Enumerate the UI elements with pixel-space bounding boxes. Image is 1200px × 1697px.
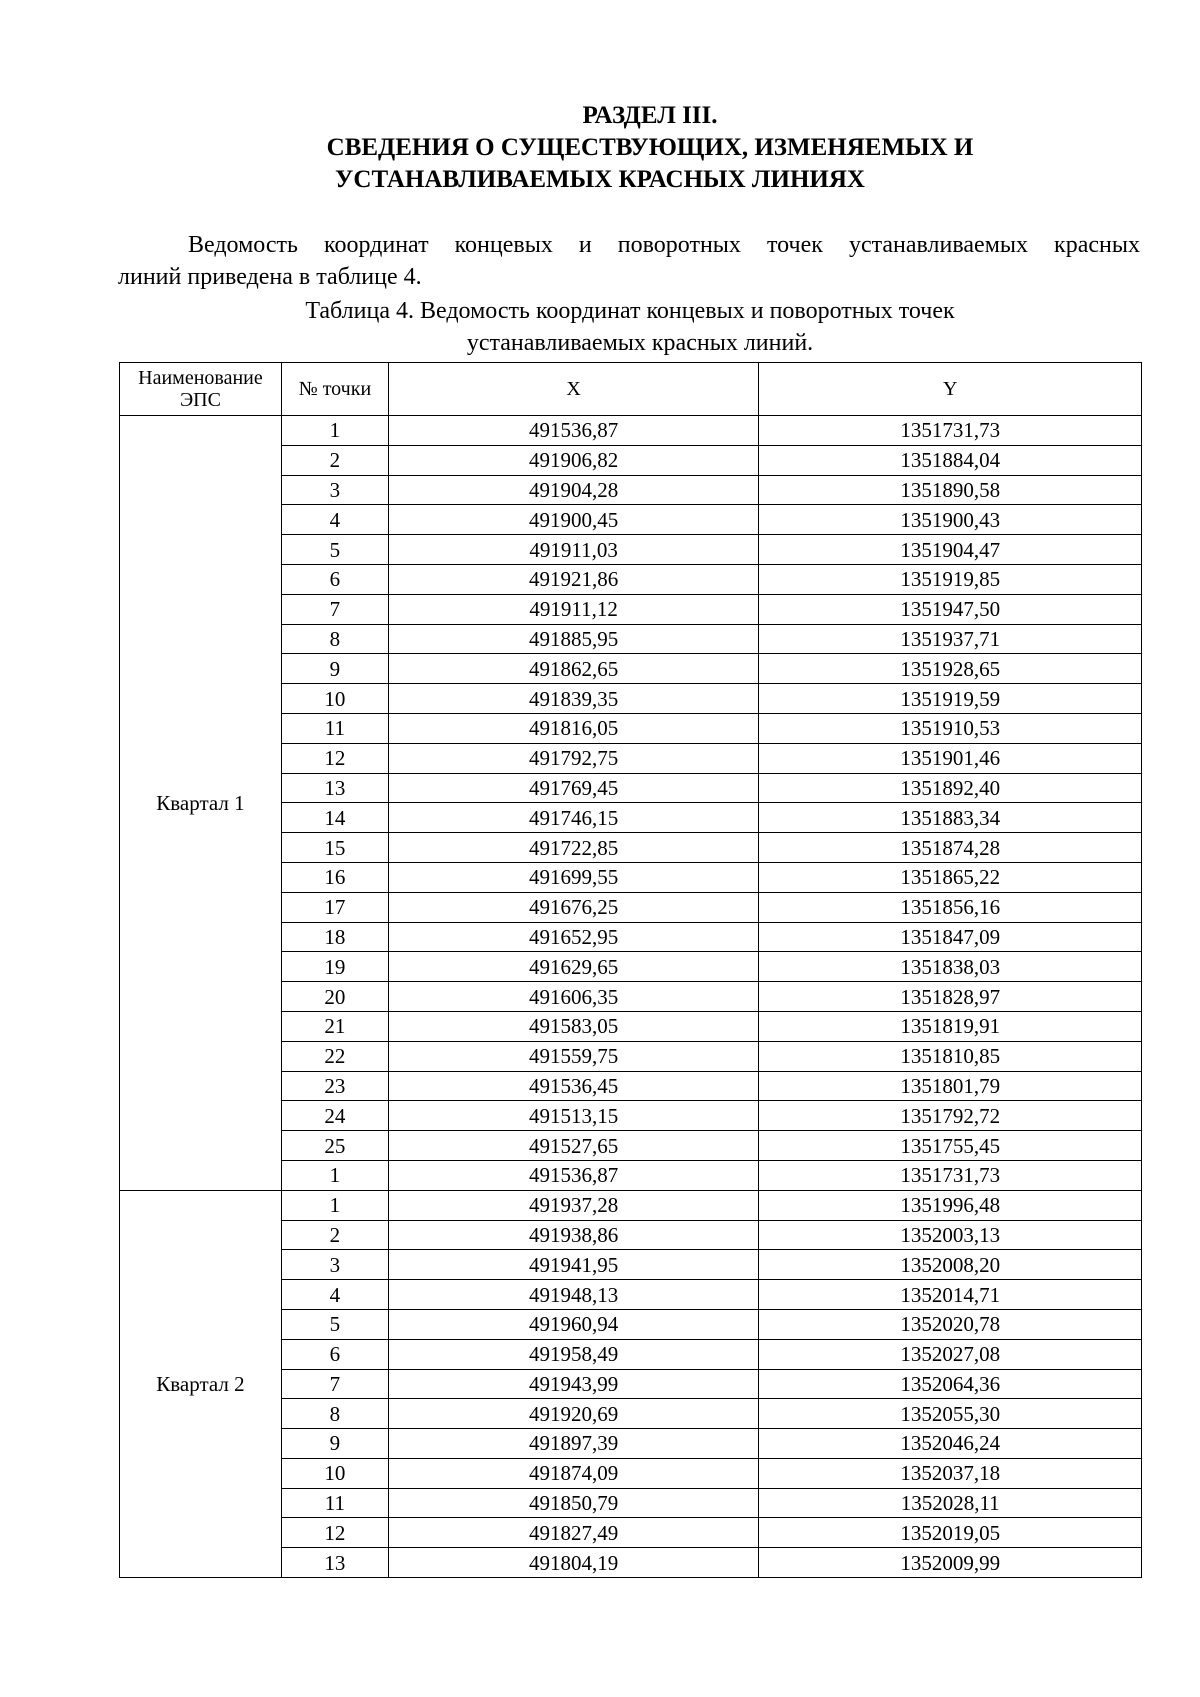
- x-coordinate-cell: 491900,45: [388, 505, 759, 535]
- point-number-cell: 3: [281, 1250, 388, 1280]
- section-number: РАЗДЕЛ III.: [582, 102, 718, 129]
- y-coordinate-cell: 1352019,05: [759, 1518, 1142, 1548]
- intro-paragraph-line-2: линий приведена в таблице 4.: [118, 264, 422, 290]
- y-coordinate-cell: 1352046,24: [759, 1429, 1142, 1459]
- x-coordinate-cell: 491769,45: [388, 773, 759, 803]
- table-caption-line-1: Таблица 4. Ведомость координат концевых и поворотных точек: [305, 298, 955, 324]
- y-coordinate-cell: 1351731,73: [759, 416, 1142, 446]
- x-coordinate-cell: 491874,09: [388, 1458, 759, 1488]
- point-number-cell: 19: [281, 952, 388, 982]
- y-coordinate-cell: 1352009,99: [759, 1548, 1142, 1578]
- point-number-cell: 8: [281, 624, 388, 654]
- y-coordinate-cell: 1351884,04: [759, 445, 1142, 475]
- x-coordinate-cell: 491629,65: [388, 952, 759, 982]
- y-coordinate-cell: 1351731,73: [759, 1160, 1142, 1190]
- x-coordinate-cell: 491816,05: [388, 713, 759, 743]
- y-coordinate-cell: 1352027,08: [759, 1339, 1142, 1369]
- point-number-cell: 1: [281, 416, 388, 446]
- table-row: [120, 416, 1142, 446]
- point-number-cell: 6: [281, 1339, 388, 1369]
- table-header-row: [120, 363, 1142, 416]
- y-coordinate-cell: 1352037,18: [759, 1458, 1142, 1488]
- x-coordinate-cell: 491960,94: [388, 1309, 759, 1339]
- x-coordinate-cell: 491897,39: [388, 1429, 759, 1459]
- x-coordinate-cell: 491699,55: [388, 862, 759, 892]
- header-y: Y: [759, 363, 1142, 416]
- point-number-cell: 22: [281, 1041, 388, 1071]
- x-coordinate-cell: 491527,65: [388, 1131, 759, 1161]
- point-number-cell: 17: [281, 892, 388, 922]
- x-coordinate-cell: 491536,45: [388, 1071, 759, 1101]
- x-coordinate-cell: 491536,87: [388, 416, 759, 446]
- point-number-cell: 18: [281, 922, 388, 952]
- group-name-cell: Квартал 1: [120, 416, 282, 1191]
- x-coordinate-cell: 491906,82: [388, 445, 759, 475]
- y-coordinate-cell: 1351928,65: [759, 654, 1142, 684]
- point-number-cell: 1: [281, 1160, 388, 1190]
- point-number-cell: 2: [281, 1220, 388, 1250]
- point-number-cell: 7: [281, 1369, 388, 1399]
- point-number-cell: 7: [281, 594, 388, 624]
- y-coordinate-cell: 1352028,11: [759, 1488, 1142, 1518]
- x-coordinate-cell: 491850,79: [388, 1488, 759, 1518]
- y-coordinate-cell: 1352020,78: [759, 1309, 1142, 1339]
- y-coordinate-cell: 1351996,48: [759, 1190, 1142, 1220]
- y-coordinate-cell: 1351828,97: [759, 982, 1142, 1012]
- section-title-line-1: СВЕДЕНИЯ О СУЩЕСТВУЮЩИХ, ИЗМЕНЯЕМЫХ И: [326, 134, 974, 161]
- intro-paragraph-line-1: Ведомость координат концевых и поворотных точек устанавливаемых красных: [188, 232, 1140, 258]
- y-coordinate-cell: 1351910,53: [759, 713, 1142, 743]
- header-name: Наименование ЭПС: [120, 363, 282, 416]
- x-coordinate-cell: 491676,25: [388, 892, 759, 922]
- point-number-cell: 9: [281, 1429, 388, 1459]
- x-coordinate-cell: 491827,49: [388, 1518, 759, 1548]
- y-coordinate-cell: 1352055,30: [759, 1399, 1142, 1429]
- x-coordinate-cell: 491948,13: [388, 1280, 759, 1310]
- x-coordinate-cell: 491722,85: [388, 833, 759, 863]
- table-row: [120, 1190, 1142, 1220]
- header-point: № точки: [281, 363, 388, 416]
- x-coordinate-cell: 491958,49: [388, 1339, 759, 1369]
- x-coordinate-cell: 491943,99: [388, 1369, 759, 1399]
- point-number-cell: 23: [281, 1071, 388, 1101]
- point-number-cell: 15: [281, 833, 388, 863]
- point-number-cell: 21: [281, 1011, 388, 1041]
- header-x: X: [388, 363, 759, 416]
- x-coordinate-cell: 491920,69: [388, 1399, 759, 1429]
- x-coordinate-cell: 491559,75: [388, 1041, 759, 1071]
- point-number-cell: 8: [281, 1399, 388, 1429]
- y-coordinate-cell: 1351937,71: [759, 624, 1142, 654]
- y-coordinate-cell: 1351901,46: [759, 743, 1142, 773]
- point-number-cell: 11: [281, 713, 388, 743]
- point-number-cell: 3: [281, 475, 388, 505]
- y-coordinate-cell: 1351838,03: [759, 952, 1142, 982]
- table-caption-line-2: устанавливаемых красных линий.: [466, 330, 814, 356]
- coordinates-table: [119, 362, 1142, 1578]
- y-coordinate-cell: 1351819,91: [759, 1011, 1142, 1041]
- point-number-cell: 5: [281, 1309, 388, 1339]
- y-coordinate-cell: 1351919,85: [759, 564, 1142, 594]
- x-coordinate-cell: 491921,86: [388, 564, 759, 594]
- x-coordinate-cell: 491839,35: [388, 684, 759, 714]
- point-number-cell: 20: [281, 982, 388, 1012]
- x-coordinate-cell: 491606,35: [388, 982, 759, 1012]
- section-title-line-2: УСТАНАВЛИВАЕМЫХ КРАСНЫХ ЛИНИЯХ: [335, 166, 865, 193]
- point-number-cell: 6: [281, 564, 388, 594]
- point-number-cell: 13: [281, 773, 388, 803]
- x-coordinate-cell: 491583,05: [388, 1011, 759, 1041]
- y-coordinate-cell: 1352064,36: [759, 1369, 1142, 1399]
- point-number-cell: 4: [281, 1280, 388, 1310]
- y-coordinate-cell: 1351755,45: [759, 1131, 1142, 1161]
- group-name-cell: Квартал 2: [120, 1190, 282, 1577]
- y-coordinate-cell: 1351900,43: [759, 505, 1142, 535]
- y-coordinate-cell: 1351847,09: [759, 922, 1142, 952]
- x-coordinate-cell: 491746,15: [388, 803, 759, 833]
- x-coordinate-cell: 491536,87: [388, 1160, 759, 1190]
- y-coordinate-cell: 1351883,34: [759, 803, 1142, 833]
- y-coordinate-cell: 1351865,22: [759, 862, 1142, 892]
- point-number-cell: 2: [281, 445, 388, 475]
- point-number-cell: 13: [281, 1548, 388, 1578]
- y-coordinate-cell: 1351801,79: [759, 1071, 1142, 1101]
- point-number-cell: 10: [281, 684, 388, 714]
- x-coordinate-cell: 491513,15: [388, 1101, 759, 1131]
- x-coordinate-cell: 491862,65: [388, 654, 759, 684]
- x-coordinate-cell: 491904,28: [388, 475, 759, 505]
- point-number-cell: 14: [281, 803, 388, 833]
- y-coordinate-cell: 1351947,50: [759, 594, 1142, 624]
- y-coordinate-cell: 1351810,85: [759, 1041, 1142, 1071]
- x-coordinate-cell: 491792,75: [388, 743, 759, 773]
- y-coordinate-cell: 1351919,59: [759, 684, 1142, 714]
- x-coordinate-cell: 491941,95: [388, 1250, 759, 1280]
- x-coordinate-cell: 491885,95: [388, 624, 759, 654]
- y-coordinate-cell: 1351904,47: [759, 535, 1142, 565]
- point-number-cell: 9: [281, 654, 388, 684]
- y-coordinate-cell: 1351890,58: [759, 475, 1142, 505]
- y-coordinate-cell: 1351856,16: [759, 892, 1142, 922]
- y-coordinate-cell: 1351874,28: [759, 833, 1142, 863]
- x-coordinate-cell: 491938,86: [388, 1220, 759, 1250]
- y-coordinate-cell: 1351892,40: [759, 773, 1142, 803]
- x-coordinate-cell: 491911,12: [388, 594, 759, 624]
- point-number-cell: 11: [281, 1488, 388, 1518]
- point-number-cell: 4: [281, 505, 388, 535]
- x-coordinate-cell: 491937,28: [388, 1190, 759, 1220]
- y-coordinate-cell: 1352003,13: [759, 1220, 1142, 1250]
- point-number-cell: 24: [281, 1101, 388, 1131]
- y-coordinate-cell: 1352008,20: [759, 1250, 1142, 1280]
- point-number-cell: 10: [281, 1458, 388, 1488]
- point-number-cell: 1: [281, 1190, 388, 1220]
- x-coordinate-cell: 491652,95: [388, 922, 759, 952]
- point-number-cell: 12: [281, 1518, 388, 1548]
- table-body: [120, 416, 1142, 1578]
- y-coordinate-cell: 1351792,72: [759, 1101, 1142, 1131]
- y-coordinate-cell: 1352014,71: [759, 1280, 1142, 1310]
- point-number-cell: 16: [281, 862, 388, 892]
- x-coordinate-cell: 491804,19: [388, 1548, 759, 1578]
- x-coordinate-cell: 491911,03: [388, 535, 759, 565]
- point-number-cell: 25: [281, 1131, 388, 1161]
- point-number-cell: 12: [281, 743, 388, 773]
- point-number-cell: 5: [281, 535, 388, 565]
